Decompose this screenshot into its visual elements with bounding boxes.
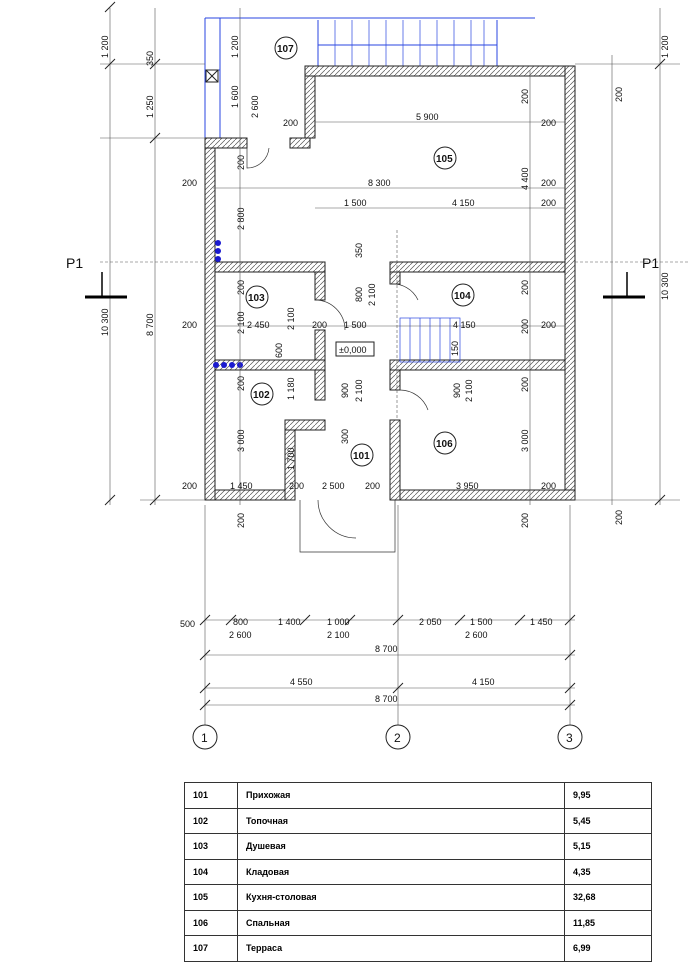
room-number: 106 — [185, 910, 238, 936]
room-number: 107 — [185, 936, 238, 962]
dim-stair-150: 150 — [450, 340, 460, 356]
dim-left-350: 350 — [145, 50, 155, 66]
room-area: 6,99 — [565, 936, 652, 962]
dim-rooms-200b: 200 — [312, 320, 328, 330]
dim-h105-200b: 200 — [541, 118, 557, 128]
dim-hall-350: 350 — [354, 242, 364, 258]
dim-o102-1180: 1 180 — [286, 377, 296, 400]
dim-vi-200b: 200 — [236, 279, 246, 295]
dim-vi-200d: 200 — [236, 512, 246, 528]
dim-o106-2100: 2 100 — [464, 379, 474, 402]
dim-left-inner-2600: 2 600 — [250, 95, 260, 118]
dim-left-inner-1600: 1 600 — [230, 85, 240, 108]
room-tag-104: 104 — [454, 291, 471, 302]
room-number: 104 — [185, 859, 238, 885]
axis-label-2: 2 — [394, 731, 401, 745]
dim-right-in-200d: 200 — [520, 376, 530, 392]
axis-label-1: 1 — [201, 731, 208, 745]
room-number: 105 — [185, 885, 238, 911]
room-tag-105: 105 — [436, 154, 453, 165]
room-number: 102 — [185, 808, 238, 834]
dim-chain-1000: 1 000 — [327, 617, 350, 627]
level-mark: ±0,000 — [339, 345, 367, 355]
dim-right-in-200c: 200 — [520, 318, 530, 334]
dim-o103-2100: 2 100 — [286, 307, 296, 330]
dim-o101-900: 900 — [340, 382, 350, 398]
room-area: 32,68 — [565, 885, 652, 911]
section-markers — [85, 272, 645, 297]
room-area: 4,35 — [565, 859, 652, 885]
dim-o101-1700: 1 700 — [286, 447, 296, 470]
room-tag-106: 106 — [436, 439, 453, 450]
table-row — [185, 885, 652, 911]
dim-bottom-1450: 1 450 — [230, 481, 253, 491]
dim-o103-600: 600 — [274, 342, 284, 358]
dim-bottom-2500: 2 500 — [322, 481, 345, 491]
dim-chain-800: 800 — [233, 617, 249, 627]
dim-chain-1500: 1 500 — [470, 617, 493, 627]
dim-open-2600b: 2 600 — [465, 630, 488, 640]
dim-left-1200: 1 200 — [100, 35, 110, 58]
room-area: 5,15 — [565, 834, 652, 860]
dim-mid-1500: 1 500 — [344, 198, 367, 208]
dim-vi-3000: 3 000 — [236, 429, 246, 452]
room-tag-107: 107 — [277, 44, 294, 55]
dim-right-in-200b: 200 — [520, 279, 530, 295]
dim-hall-800: 800 — [354, 286, 364, 302]
dim-right-in-3000: 3 000 — [520, 429, 530, 452]
dim-right-200a: 200 — [614, 86, 624, 102]
axis-bubbles — [193, 725, 582, 749]
section-label-right: P1 — [642, 255, 660, 271]
dim-axis-4550: 4 550 — [290, 677, 313, 687]
dim-chain-500: 500 — [180, 619, 196, 629]
dim-axis-4150: 4 150 — [472, 677, 495, 687]
dim-chain-1400: 1 400 — [278, 617, 301, 627]
dimension-ticks — [105, 2, 665, 710]
dim-axis-overall: 8 700 — [375, 694, 398, 704]
dim-rooms-200c: 200 — [541, 320, 557, 330]
dim-right-200b: 200 — [614, 509, 624, 525]
room-name: Терраса — [238, 936, 565, 962]
section-label-left: P1 — [66, 255, 84, 271]
dim-o106-900: 900 — [452, 382, 462, 398]
room-name: Кухня-столовая — [238, 885, 565, 911]
room-name: Спальная — [238, 910, 565, 936]
table-row — [185, 910, 652, 936]
table-row — [185, 783, 652, 809]
dim-vi-2100: 2 100 — [236, 311, 246, 334]
table-row — [185, 936, 652, 962]
dim-overall: 8 700 — [375, 644, 398, 654]
dim-chain-1450: 1 450 — [530, 617, 553, 627]
dim-vi-2800: 2 800 — [236, 207, 246, 230]
dim-right-1200: 1 200 — [660, 35, 670, 58]
axis-label-3: 3 — [566, 731, 573, 745]
room-name: Кладовая — [238, 859, 565, 885]
dim-chain-2050: 2 050 — [419, 617, 442, 627]
dim-vi-200c: 200 — [236, 375, 246, 391]
dim-o101-2100: 2 100 — [354, 379, 364, 402]
dim-hall-2100: 2 100 — [367, 283, 377, 306]
dim-bottom-200a: 200 — [182, 481, 198, 491]
table-row — [185, 834, 652, 860]
table-row — [185, 808, 652, 834]
dim-main-200a: 200 — [182, 178, 198, 188]
dim-rooms-2450: 2 450 — [247, 320, 270, 330]
room-name: Прихожая — [238, 783, 565, 809]
dim-o101-300: 300 — [340, 428, 350, 444]
room-number: 101 — [185, 783, 238, 809]
room-tag-103: 103 — [248, 293, 265, 304]
room-area: 5,45 — [565, 808, 652, 834]
dim-left-8700: 8 700 — [145, 313, 155, 336]
dim-main-200b: 200 — [541, 178, 557, 188]
dim-mid-4150: 4 150 — [452, 198, 475, 208]
dim-mid-200: 200 — [541, 198, 557, 208]
dim-bottom-3950: 3 950 — [456, 481, 479, 491]
dim-left-inner-1200: 1 200 — [230, 35, 240, 58]
dim-right-10300: 10 300 — [660, 272, 670, 300]
room-area: 9,95 — [565, 783, 652, 809]
terrace-stair — [335, 20, 484, 72]
room-number: 103 — [185, 834, 238, 860]
room-tag-102: 102 — [253, 390, 270, 401]
dim-open-2600a: 2 600 — [229, 630, 252, 640]
dim-open-2100: 2 100 — [327, 630, 350, 640]
dim-rooms-4150: 4 150 — [453, 320, 476, 330]
room-tag-101: 101 — [353, 451, 370, 462]
dim-h105-200a: 200 — [283, 118, 299, 128]
table-row — [185, 859, 652, 885]
dim-bottom-200c: 200 — [365, 481, 381, 491]
room-name: Душевая — [238, 834, 565, 860]
dim-bottom-200d: 200 — [541, 481, 557, 491]
dim-left-1250: 1 250 — [145, 95, 155, 118]
dim-right-in-200a: 200 — [520, 88, 530, 104]
dim-right-in-200e: 200 — [520, 512, 530, 528]
room-area: 11,85 — [565, 910, 652, 936]
dim-rooms-200a: 200 — [182, 320, 198, 330]
plumbing-risers — [213, 240, 243, 368]
dim-right-in-4400: 4 400 — [520, 167, 530, 190]
dim-rooms-1500: 1 500 — [344, 320, 367, 330]
dim-main-8300: 8 300 — [368, 178, 391, 188]
dim-vi-200a: 200 — [236, 154, 246, 170]
dim-left-10300: 10 300 — [100, 308, 110, 336]
room-schedule-table — [184, 782, 652, 962]
dim-bottom-200b: 200 — [289, 481, 305, 491]
room-name: Топочная — [238, 808, 565, 834]
dim-h105-5900: 5 900 — [416, 112, 439, 122]
